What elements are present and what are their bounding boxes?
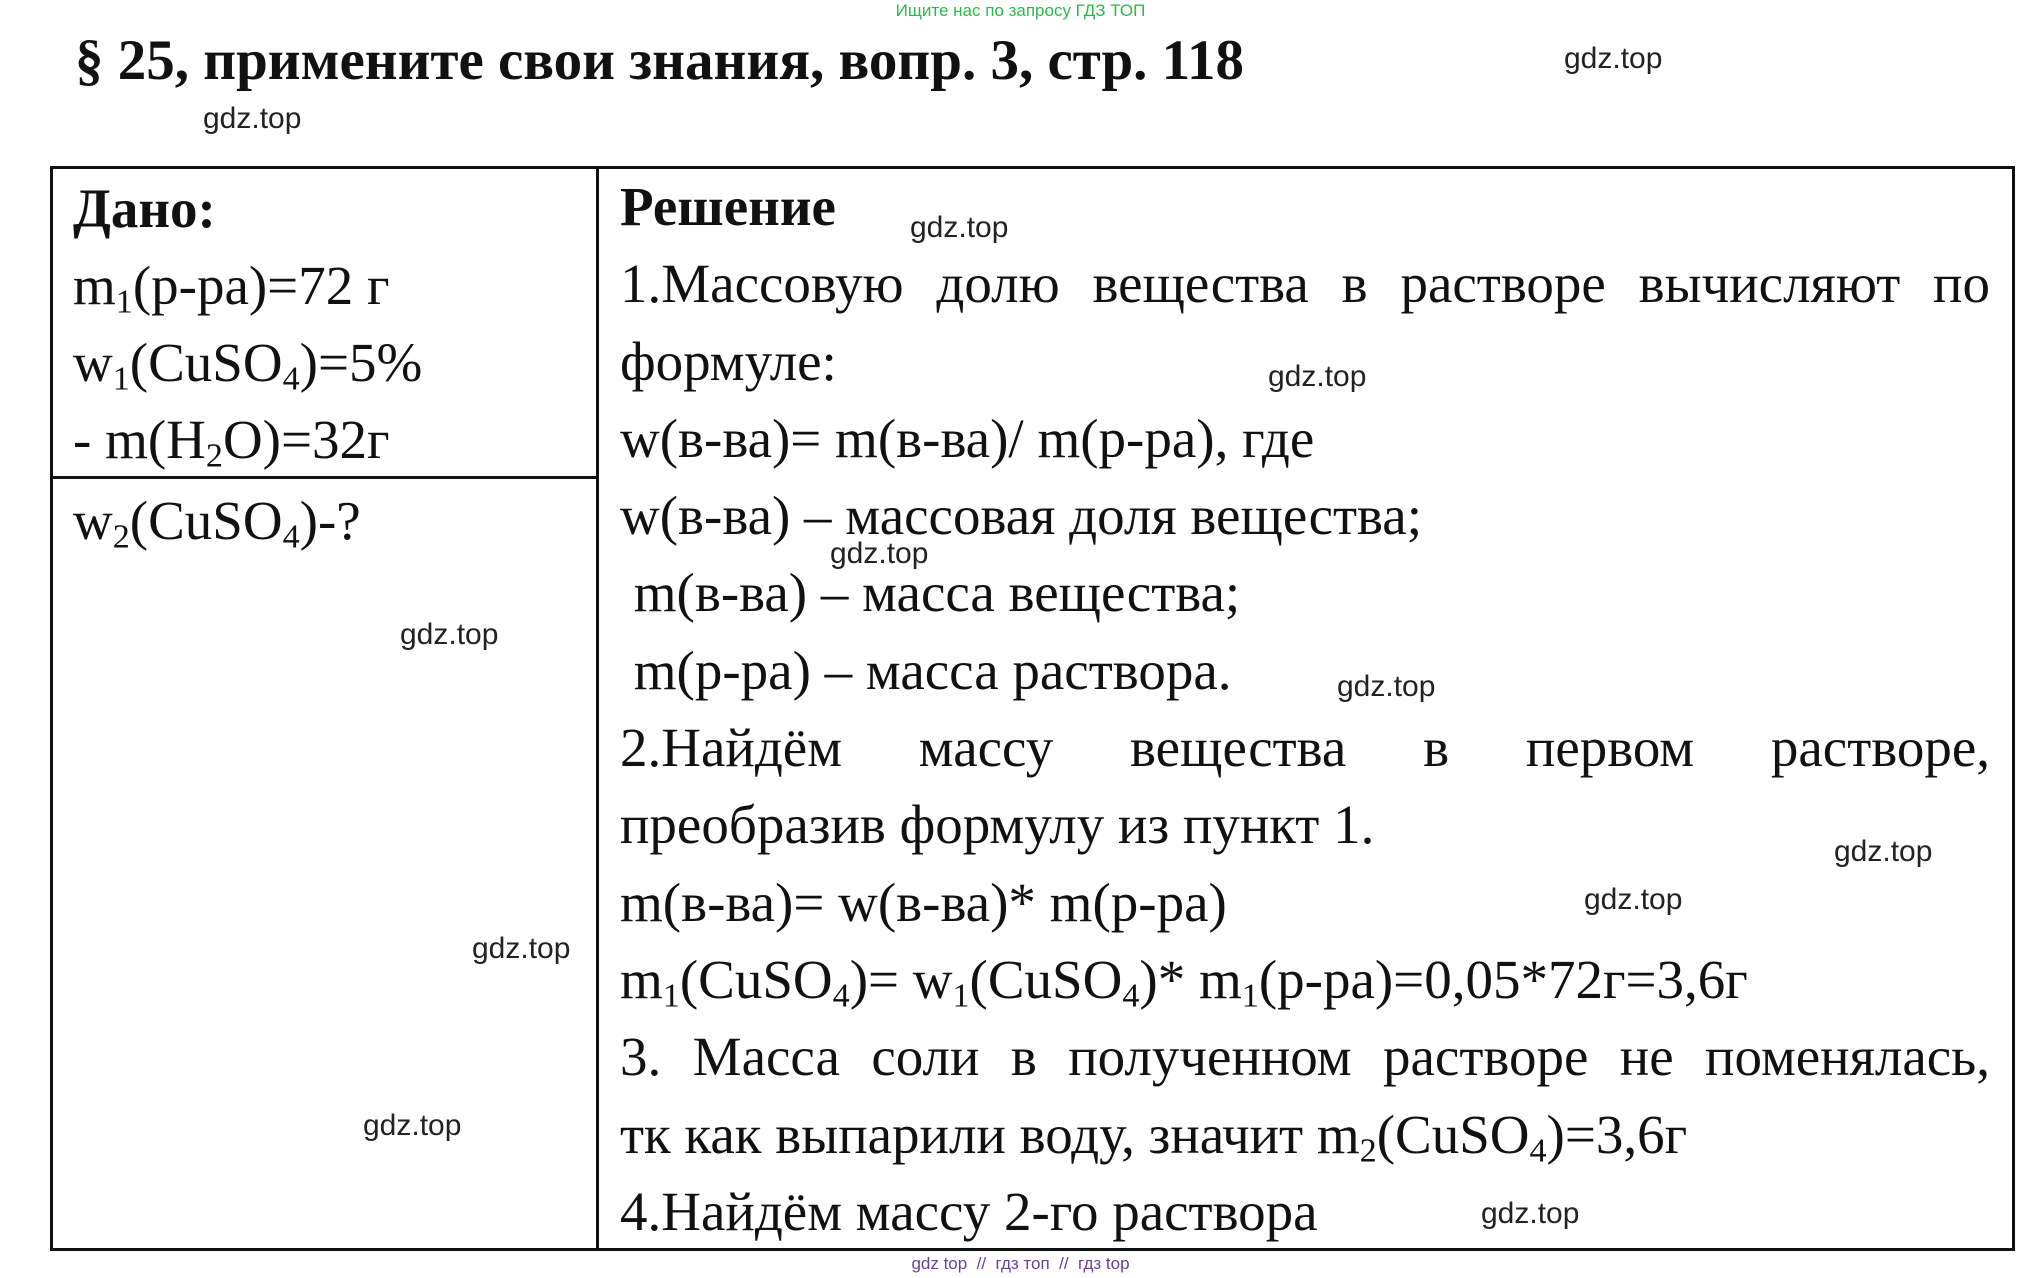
solution-line: w(в-ва) – массовая доля вещества; [620,485,1422,547]
watermark: gdz.top [1481,1197,1580,1230]
solution-line: 2.Найдём массу вещества в первом растворе, [620,717,1990,779]
solution-line: тк как выпарили воду, значит $m_2(CuSO_4)=3,6г$ [620,1103,1688,1170]
given-heading: Дано: [73,178,216,239]
watermark: gdz.top [910,211,1009,244]
watermark: gdz.top [400,618,499,651]
solution-line: преобразив формулу из пункт 1. [620,794,1375,856]
table-divider-vertical [596,168,599,1249]
solution-line: 3. Масса соли в полученном растворе не поменялась, [620,1026,1990,1088]
solution-line: 4.Найдём массу 2-го раствора [620,1180,1318,1242]
solution-section [620,168,1990,1250]
watermark: gdz.top [363,1109,462,1142]
find-section: $w_2(CuSO_4)-$? [73,490,361,556]
watermark: gdz.top [1564,42,1663,75]
solution-line: m(р-ра) – масса раствора. [620,639,1232,701]
watermark: gdz.top [1584,883,1683,916]
solution-calculation: $m_1(CuSO_4)=$ $w_1(CuSO_4)*$ $m_1(р-ра)=0,05*72г=3,6г$ [620,948,1748,1015]
given-solution-mass: $m_1(р-ра)=72$ г [73,255,390,321]
solution-line: m(в-ва) – масса вещества; [620,562,1241,624]
solution-heading: Решение [620,176,836,237]
solution-formula: m(в-ва)= w(в-ва)* m(р-ра) [620,871,1227,933]
solution-formula: w(в-ва)= m(в-ва)/ m(р-ра), где [620,407,1315,469]
watermark: gdz.top [830,537,929,570]
page-title: § 25, примените свои знания, вопр. 3, стр. 118 [75,29,1245,92]
watermark: gdz.top [1337,670,1436,703]
given-mass-fraction: $w_1(CuSO_4)=5\%$ [73,332,423,398]
top-banner: Ищите нас по запросу ГДЗ ТОП [895,1,1146,20]
solution-line: 1.Массовую долю вещества в растворе вычисляют по [620,253,1990,315]
watermark: gdz.top [203,102,302,135]
watermark: gdz.top [1834,835,1933,868]
given-section [73,170,583,478]
footer-links: gdz top // гдз топ // гдз top [911,1254,1130,1273]
watermark: gdz.top [1268,360,1367,393]
watermark: gdz.top [472,932,571,965]
solution-line: формуле: [620,330,837,392]
given-evaporated-water: - $m(H_2O)=32г$ [73,409,390,475]
